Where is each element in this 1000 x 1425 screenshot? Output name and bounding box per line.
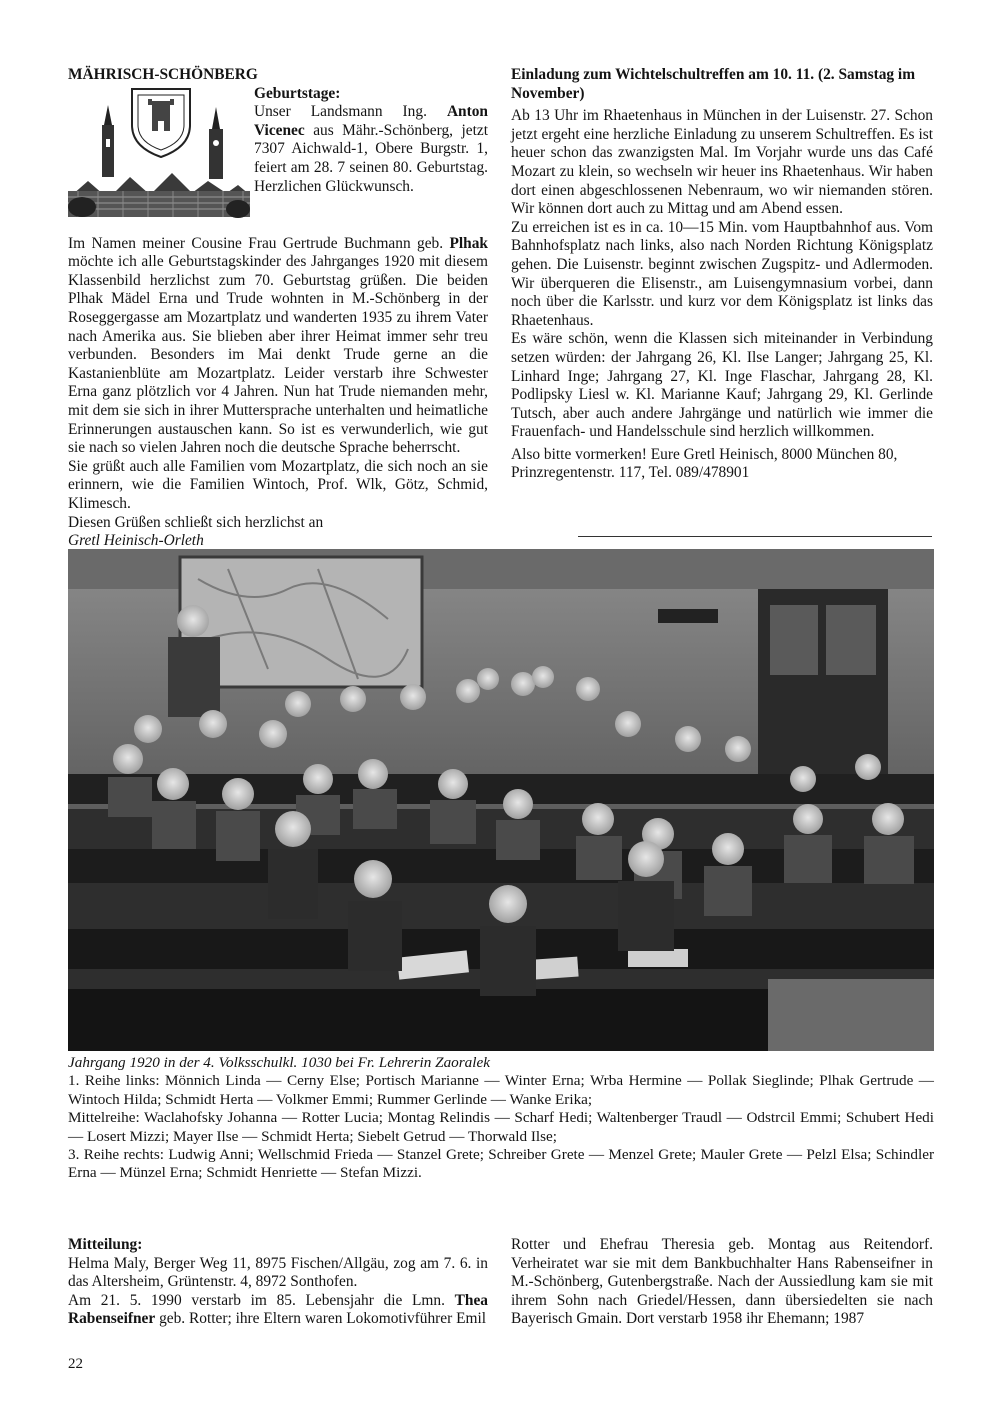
- town-skyline-icon: [68, 85, 250, 221]
- notice-paragraph-1: Helma Maly, Berger Weg 11, 8975 Fischen/Allgäu, zog am 7. 6. in das Altersheim, Grüntenstr. 4, 8972 Sonthofen.: [68, 1254, 488, 1291]
- section-heading-maehrisch-schoenberg: MÄHRISCH-SCHÖNBERG: [68, 66, 258, 83]
- photo-caption: [68, 1054, 934, 1183]
- greeting-family-name: Plhak: [449, 234, 488, 252]
- notice-article-continued: [511, 1236, 933, 1329]
- invitation-paragraph-3: Es wäre schön, wenn die Klassen sich miteinander in Verbindung setzen würden: der Jahrgang 26, Kl. Ilse Langer; Jahrgang 25, Kl. Linhard Inge; Jahrgang 27, Kl. Inge Flaschar, Jahrgang 28, Kl. Podlipsky Liesl w. Kl. Marianne Kauf; Jahrgang 29, Kl. Gerlinde Tutsch, aber auch andere Jahrgänge und natürlich wie immer die Frauenfach- und Handelsschule sind herzlich willkommen.: [511, 330, 933, 441]
- invitation-heading: Einladung zum Wichtelschultreffen am 10. 11. (2. Samstag im November): [511, 66, 916, 102]
- caption-row-2: Mittelreihe: Waclahofsky Johanna — Rotter Lucia; Montag Relindis — Scharf Hedi; Waltenberger Traudl — Odstrcil Emmi; Schubert Hedi — Losert Mizzi; Mayer Ilse — Schmidt Herta; Siebelt Getrud — Thorwald Ilse;: [68, 1109, 934, 1145]
- notice-article: [68, 1236, 488, 1329]
- caption-row-1: 1. Reihe links: Mönnich Linda — Cerny Else; Portisch Marianne — Winter Erna; Wrba Hermine — Pollak Sieglinde; Plhak Gertrude — Wintoch Hilda; Schmidt Herta — Volkmer Emmi; Rummer Gerlinde — Wanke Erika;: [68, 1072, 934, 1108]
- birthday-person-name: Anton Vicenec: [254, 103, 488, 139]
- invitation-paragraph-2: Zu erreichen ist es in ca. 10—15 Min. vom Hauptbahnhof aus. Vom Bahnhofsplatz nach links, also nach Norden Richtung Königsplatz gehen. Die Luisenstr. beginnt zwischen Zugspitz- und Adlermoden. Wir überqueren die Elisenstr., am Luisengymnasium vorbei, dann noch über die Karlsstr. und kurz vor dem Königsplatz ist links das Rhaetenhaus.: [511, 218, 933, 329]
- invitation-paragraph-4: Also bitte vormerken! Eure Gretl Heinisch, 8000 München 80, Prinzregentenstr. 117, Tel. 089/478901: [511, 445, 898, 482]
- greeting-text-start: Im Namen meiner Cousine Frau Gertrude Buchmann geb.: [68, 234, 444, 252]
- notice-heading: Mitteilung:: [68, 1236, 143, 1253]
- greeting-paragraph-3: Diesen Grüßen schließt sich herzlichst an: [68, 513, 324, 531]
- article-divider-rule: [578, 536, 932, 537]
- greeting-paragraph-1: [68, 235, 488, 458]
- caption-title: Jahrgang 1920 in der 4. Volksschulkl. 1030 bei Fr. Lehrerin Zaoralek: [68, 1054, 490, 1071]
- birthday-text-start: Unser Landsmann Ing.: [254, 103, 427, 121]
- caption-row-3: 3. Reihe rechts: Ludwig Anni; Wellschmid Frieda — Stanzel Grete; Schreiber Grete — Menzel Grete; Mauler Grete — Pelzl Elsa; Schindler Erna — Münzel Erna; Schmidt Henriette — Stefan Mizzi.: [68, 1146, 934, 1182]
- page-number: 22: [68, 1356, 83, 1372]
- invitation-article: [511, 66, 933, 483]
- greeting-paragraph-2: Sie grüßt auch alle Familien vom Mozartplatz, die sich noch an sie erinnern, wie die Familien Wintoch, Prof. Wlk, Götz, Schmid, Klimesch.: [68, 457, 488, 512]
- notice-continued-paragraph: Rotter und Ehefrau Theresia geb. Montag aus Reitendorf. Verheiratet war sie mit dem Bankbuchhalter Hans Rabenseifner in M.-Schönberg, Gutenbergstraße. Nach der Aussiedlung kam sie mit ihrem Sohn nach Griedel/Hessen, dann übersiedelten sie nach Bayerisch Gmain. Dort verstarb 1958 ihr Ehemann; 1987: [511, 1236, 933, 1328]
- invitation-paragraph-1: Ab 13 Uhr im Rhaetenhaus in München in der Luisenstr. 27. Schon jetzt ergeht eine herzliche Einladung zu unserem Schultreffen. Es ist heuer schon das zwanzigsten Mal. Im Vorjahr wurde uns das Café Mozart zu klein, so wechseln wir heuer ins Rhaetenhaus. Wir haben dort einen abgeschlossenen Nebenraum, wo wir niemanden stören. Wir können dort auch zu Mittag und am Abend essen.: [511, 107, 933, 218]
- notice-text-start: Am 21. 5. 1990 verstarb im 85. Lebensjahr die Lmn.: [68, 1291, 445, 1309]
- class-photo: [68, 549, 934, 1051]
- notice-text-end: geb. Rotter; ihre Eltern waren Lokomotivführer Emil: [159, 1310, 487, 1328]
- signature: Gretl Heinisch-Orleth: [68, 532, 204, 550]
- greeting-text-end: möchte ich alle Geburtstagskinder des Jahrganges 1920 mit diesem Klassenbild herzlichst zum 70. Geburtstag grüßen. Die beiden Plhak Mädel Erna und Trude wohnten in M.-Schönberg in der Roseggergasse am Mozartplatz und wanderten 1935 zu ihrem Vater nach Amerika aus. Sie blieben aber ihrer Heimat immer sehr treu verbunden. Besonders im Mai denkt Trude gerne an die Kastanienblüte am Mozartplatz. Leider verstarb ihre Schwester Erna ganz plötzlich vor 4 Jahren. Nun hat Trude niemanden mehr, mit dem sie sich in ihrer Muttersprache unterhalten und heimatliche Erinnerungen austauschen kann. So ist es verwunderlich, wie gut sie nach so vielen Jahren noch die deutsche Sprache beherrscht.: [68, 253, 488, 457]
- birthday-subheading: Geburtstage:: [254, 84, 341, 102]
- birthday-article: [68, 66, 488, 551]
- class-photo-image: [68, 549, 934, 1051]
- town-emblem-illustration: [68, 85, 250, 221]
- birthday-text-end: aus Mähr.-Schönberg, jetzt 7307 Aichwald-1, Obere Burgstr. 1, feiert am 28. 7 seinen 80. Geburtstag. Herzlichen Glückwunsch.: [254, 121, 488, 195]
- notice-paragraph-2: [68, 1292, 488, 1329]
- deceased-name: Thea Rabenseifner: [68, 1291, 488, 1328]
